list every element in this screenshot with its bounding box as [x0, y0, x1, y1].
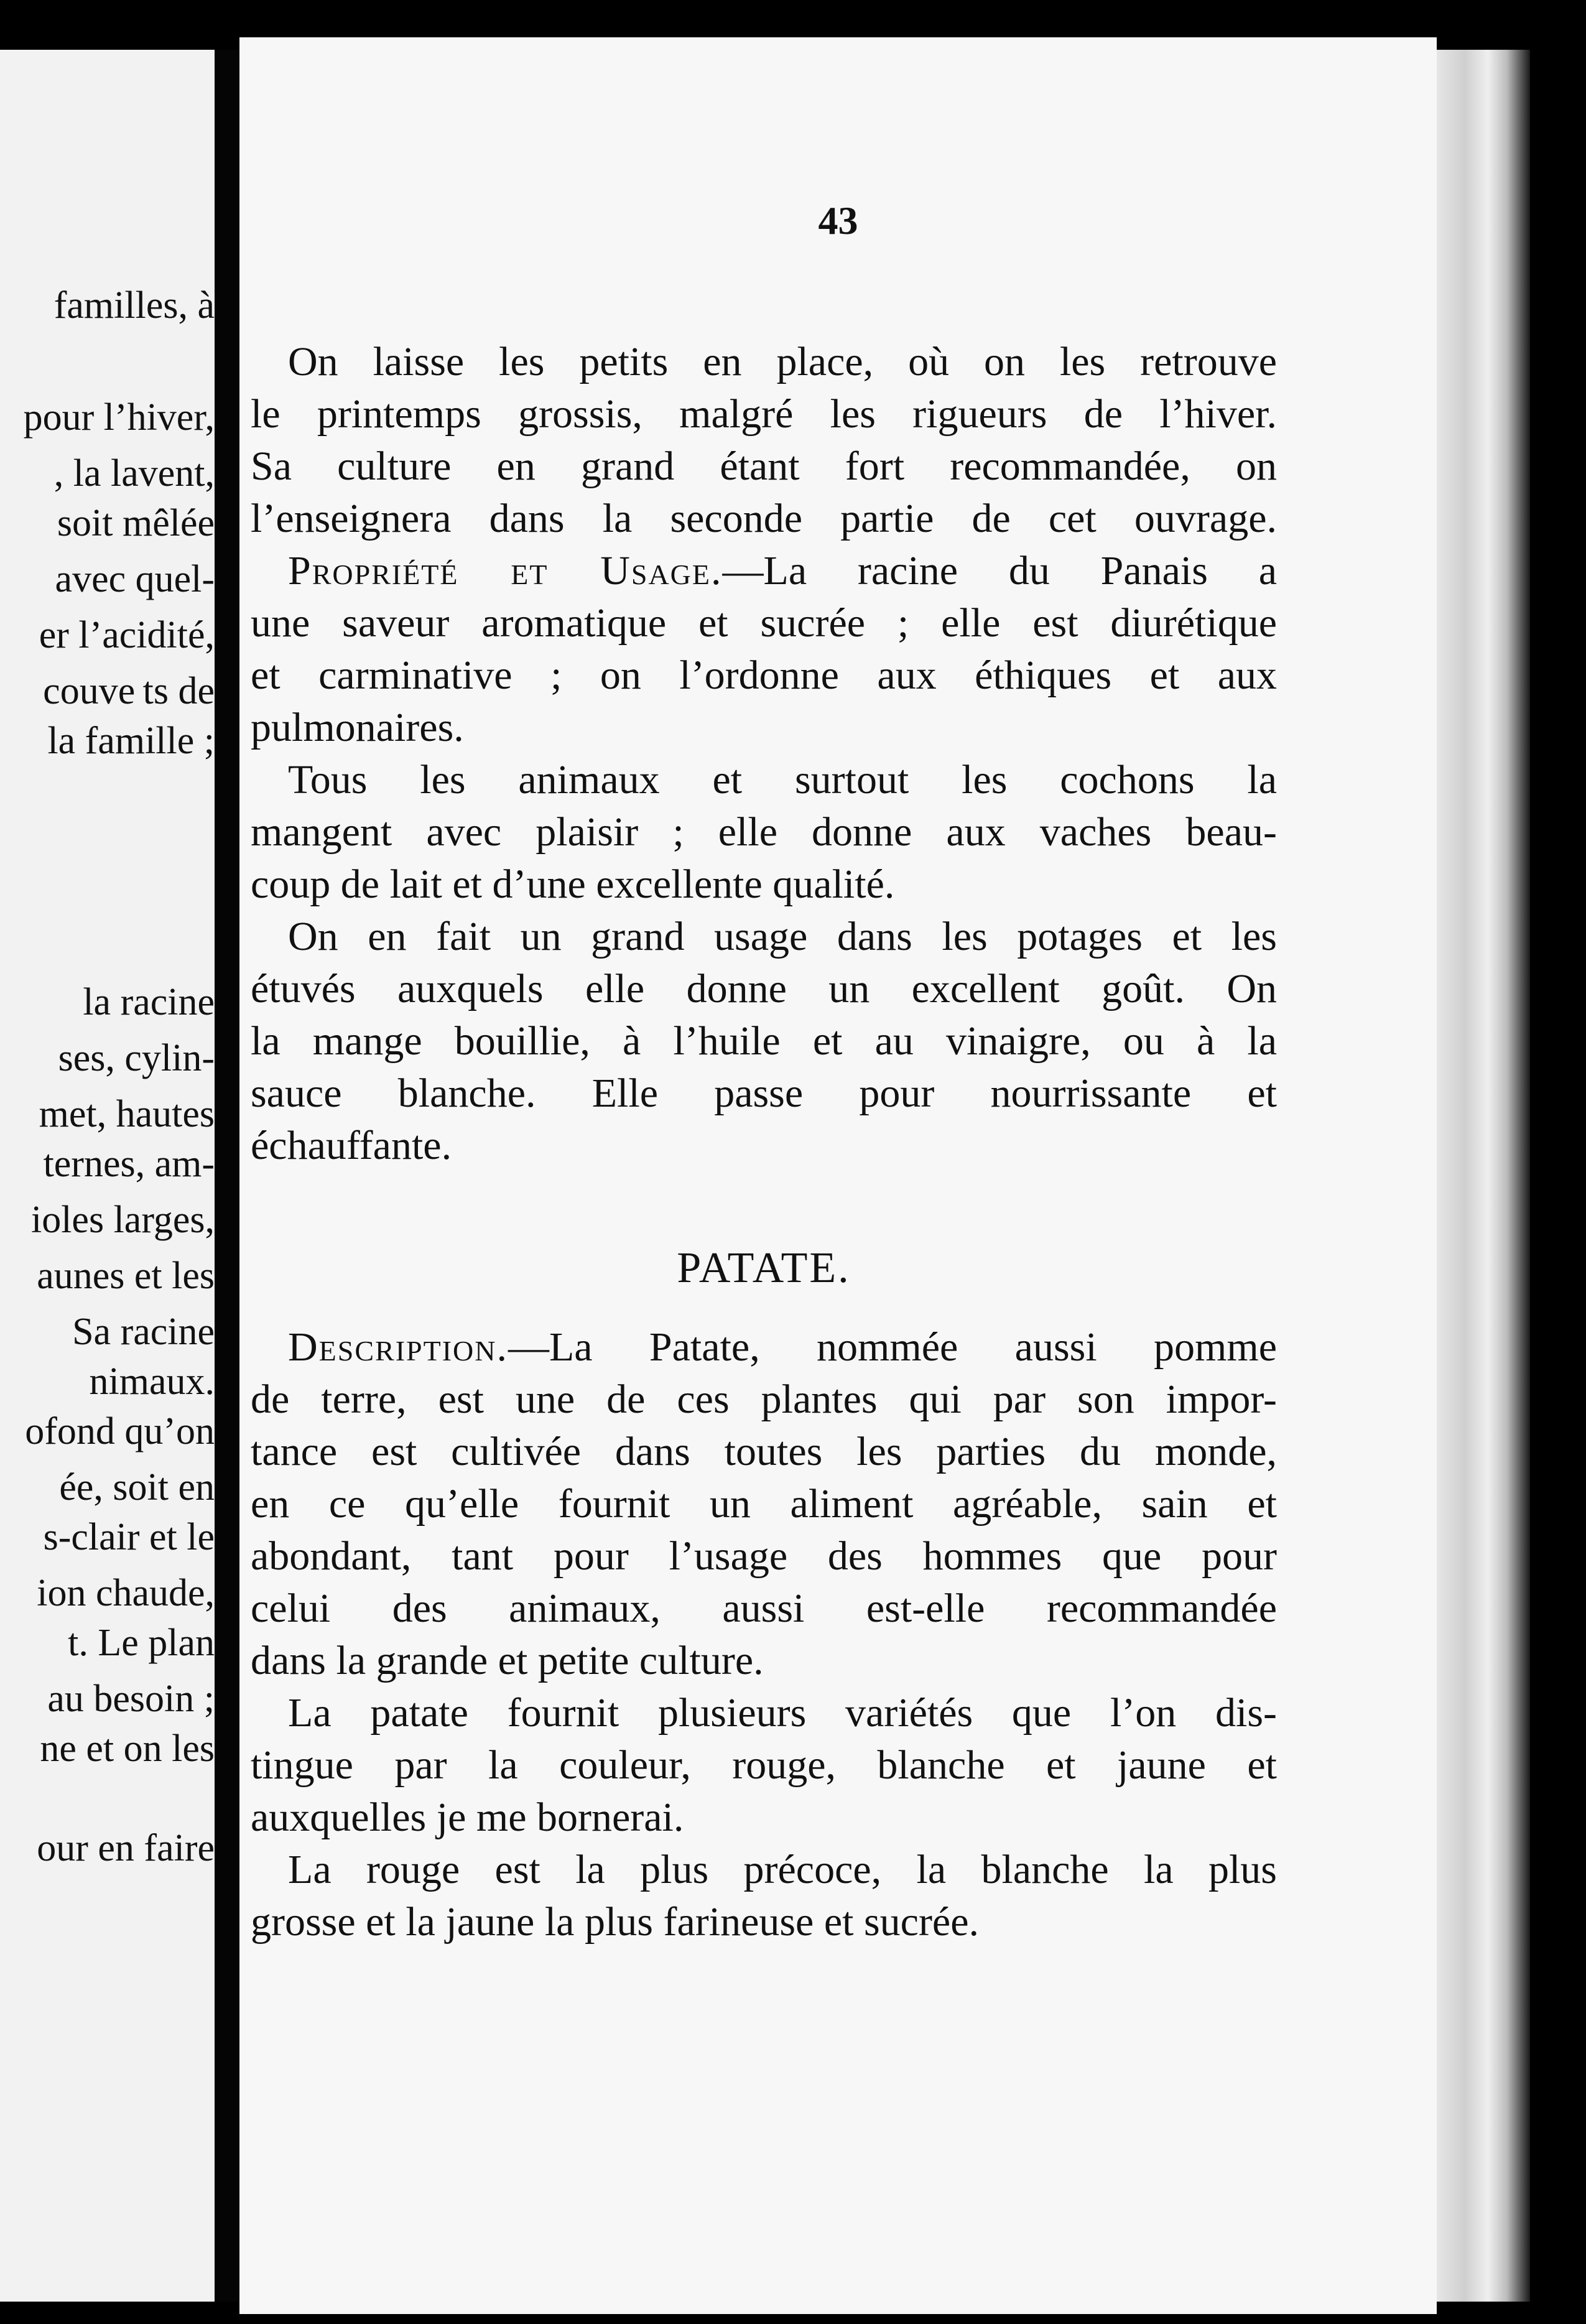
previous-page-line: t. Le plan	[68, 1622, 215, 1664]
previous-page-line: la famille ;	[47, 720, 215, 762]
paragraph-2-line-1-text: —La racine du Panais a	[722, 548, 1278, 593]
previous-page-line: couve ts de	[43, 670, 215, 712]
page-number: 43	[818, 198, 858, 243]
paragraph-3-line-1: Tous les animaux et surtout les cochons la	[288, 757, 1277, 802]
previous-page-line: au besoin ;	[47, 1678, 215, 1720]
paragraph-7-line-2: grosse et la jaune la plus farineuse et sucrée.	[251, 1899, 980, 1945]
paragraph-4-line-2: étuvés auxquels elle donne un excellent goût. On	[251, 966, 1277, 1011]
previous-page-line: met, hautes	[39, 1093, 215, 1135]
previous-page-line: ne et on les	[40, 1727, 215, 1770]
paragraph-1-line-4: l’enseignera dans la seconde partie de cet ouvrage.	[251, 496, 1277, 541]
previous-page-line: ée, soit en	[59, 1466, 215, 1508]
page-text	[251, 336, 1277, 1948]
page-stack-edge	[1437, 50, 1530, 2302]
paragraph-3-line-2: mangent avec plaisir ; elle donne aux vaches beau-	[251, 809, 1277, 855]
paragraph-2-line-4: pulmonaires.	[251, 705, 464, 750]
previous-page-line: , la lavent,	[53, 452, 215, 495]
previous-page-line: la racine	[83, 981, 215, 1023]
paragraph-6-line-1: La patate fournit plusieurs variétés que l’on dis-	[288, 1690, 1277, 1736]
previous-page-line: familles, à	[53, 284, 215, 327]
previous-page-line: aunes et les	[37, 1255, 215, 1297]
paragraph-1-line-2: le printemps grossis, malgré les rigueurs de l’hiver.	[251, 391, 1277, 437]
paragraph-4-line-5: échauffante.	[251, 1123, 452, 1168]
paragraph-5-line-7: dans la grande et petite culture.	[251, 1638, 764, 1683]
paragraph-5-line-1-text: —La Patate, nommée aussi pomme	[508, 1324, 1277, 1370]
previous-page-line: Sa racine	[72, 1311, 215, 1353]
paragraph-4-line-1: On en fait un grand usage dans les potages et les	[288, 914, 1277, 959]
paragraph-6-line-2: tingue par la couleur, rouge, blanche et jaune et	[251, 1742, 1277, 1788]
previous-page-fragment	[0, 50, 215, 2302]
paragraph-2-line-2: une saveur aromatique et sucrée ; elle est diurétique	[251, 600, 1277, 646]
paragraph-4-line-3: la mange bouillie, à l’huile et au vinaigre, ou à la	[251, 1018, 1277, 1064]
previous-page-line: s-clair et le	[43, 1516, 215, 1558]
paragraph-5-line-4: en ce qu’elle fournit un aliment agréable, sain et	[251, 1481, 1277, 1527]
previous-page-line: avec quel-	[55, 558, 215, 600]
paragraph-7-line-1: La rouge est la plus précoce, la blanche la plus	[288, 1847, 1277, 1892]
paragraph-5-line-6: celui des animaux, aussi est-elle recommandée	[251, 1586, 1277, 1631]
section-label-propriete: Propriété et Usage.	[288, 548, 723, 593]
paragraph-5-line-5: abondant, tant pour l’usage des hommes que pour	[251, 1533, 1277, 1579]
previous-page-line: our en faire	[37, 1827, 215, 1869]
previous-page-line: ternes, am-	[43, 1143, 215, 1185]
book-gutter	[215, 50, 239, 2302]
paragraph-6-line-3: auxquelles je me bornerai.	[251, 1795, 684, 1840]
previous-page-line: pour l’hiver,	[23, 396, 215, 439]
previous-page-line: ion chaude,	[37, 1572, 215, 1614]
paragraph-5-line-2: de terre, est une de ces plantes qui par son impor-	[251, 1377, 1277, 1422]
previous-page-line: ses, cylin-	[58, 1037, 215, 1079]
paragraph-2-line-3: et carminative ; on l’ordonne aux éthiques et aux	[251, 653, 1277, 698]
paragraph-1-line-1: On laisse les petits en place, où on les retrouve	[288, 339, 1277, 384]
paragraph-5-line-1	[251, 1321, 1277, 1373]
paragraph-2-line-1	[251, 545, 1277, 597]
paragraph-5-line-3: tance est cultivée dans toutes les parties du monde,	[251, 1429, 1277, 1474]
page-43	[239, 37, 1437, 2314]
paragraph-4-line-4: sauce blanche. Elle passe pour nourrissante et	[251, 1071, 1277, 1116]
section-label-description: Description.	[288, 1324, 508, 1370]
previous-page-line: nimaux.	[89, 1360, 215, 1403]
paragraph-1-line-3: Sa culture en grand étant fort recommandée, on	[251, 444, 1277, 489]
section-heading-patate: PATATE.	[677, 1244, 851, 1292]
previous-page-line: ofond qu’on	[25, 1410, 215, 1452]
previous-page-line: er l’acidité,	[39, 614, 215, 656]
paragraph-3-line-3: coup de lait et d’une excellente qualité.	[251, 862, 895, 907]
previous-page-line: soit mêlée	[57, 502, 215, 544]
previous-page-line: ioles larges,	[30, 1199, 215, 1241]
